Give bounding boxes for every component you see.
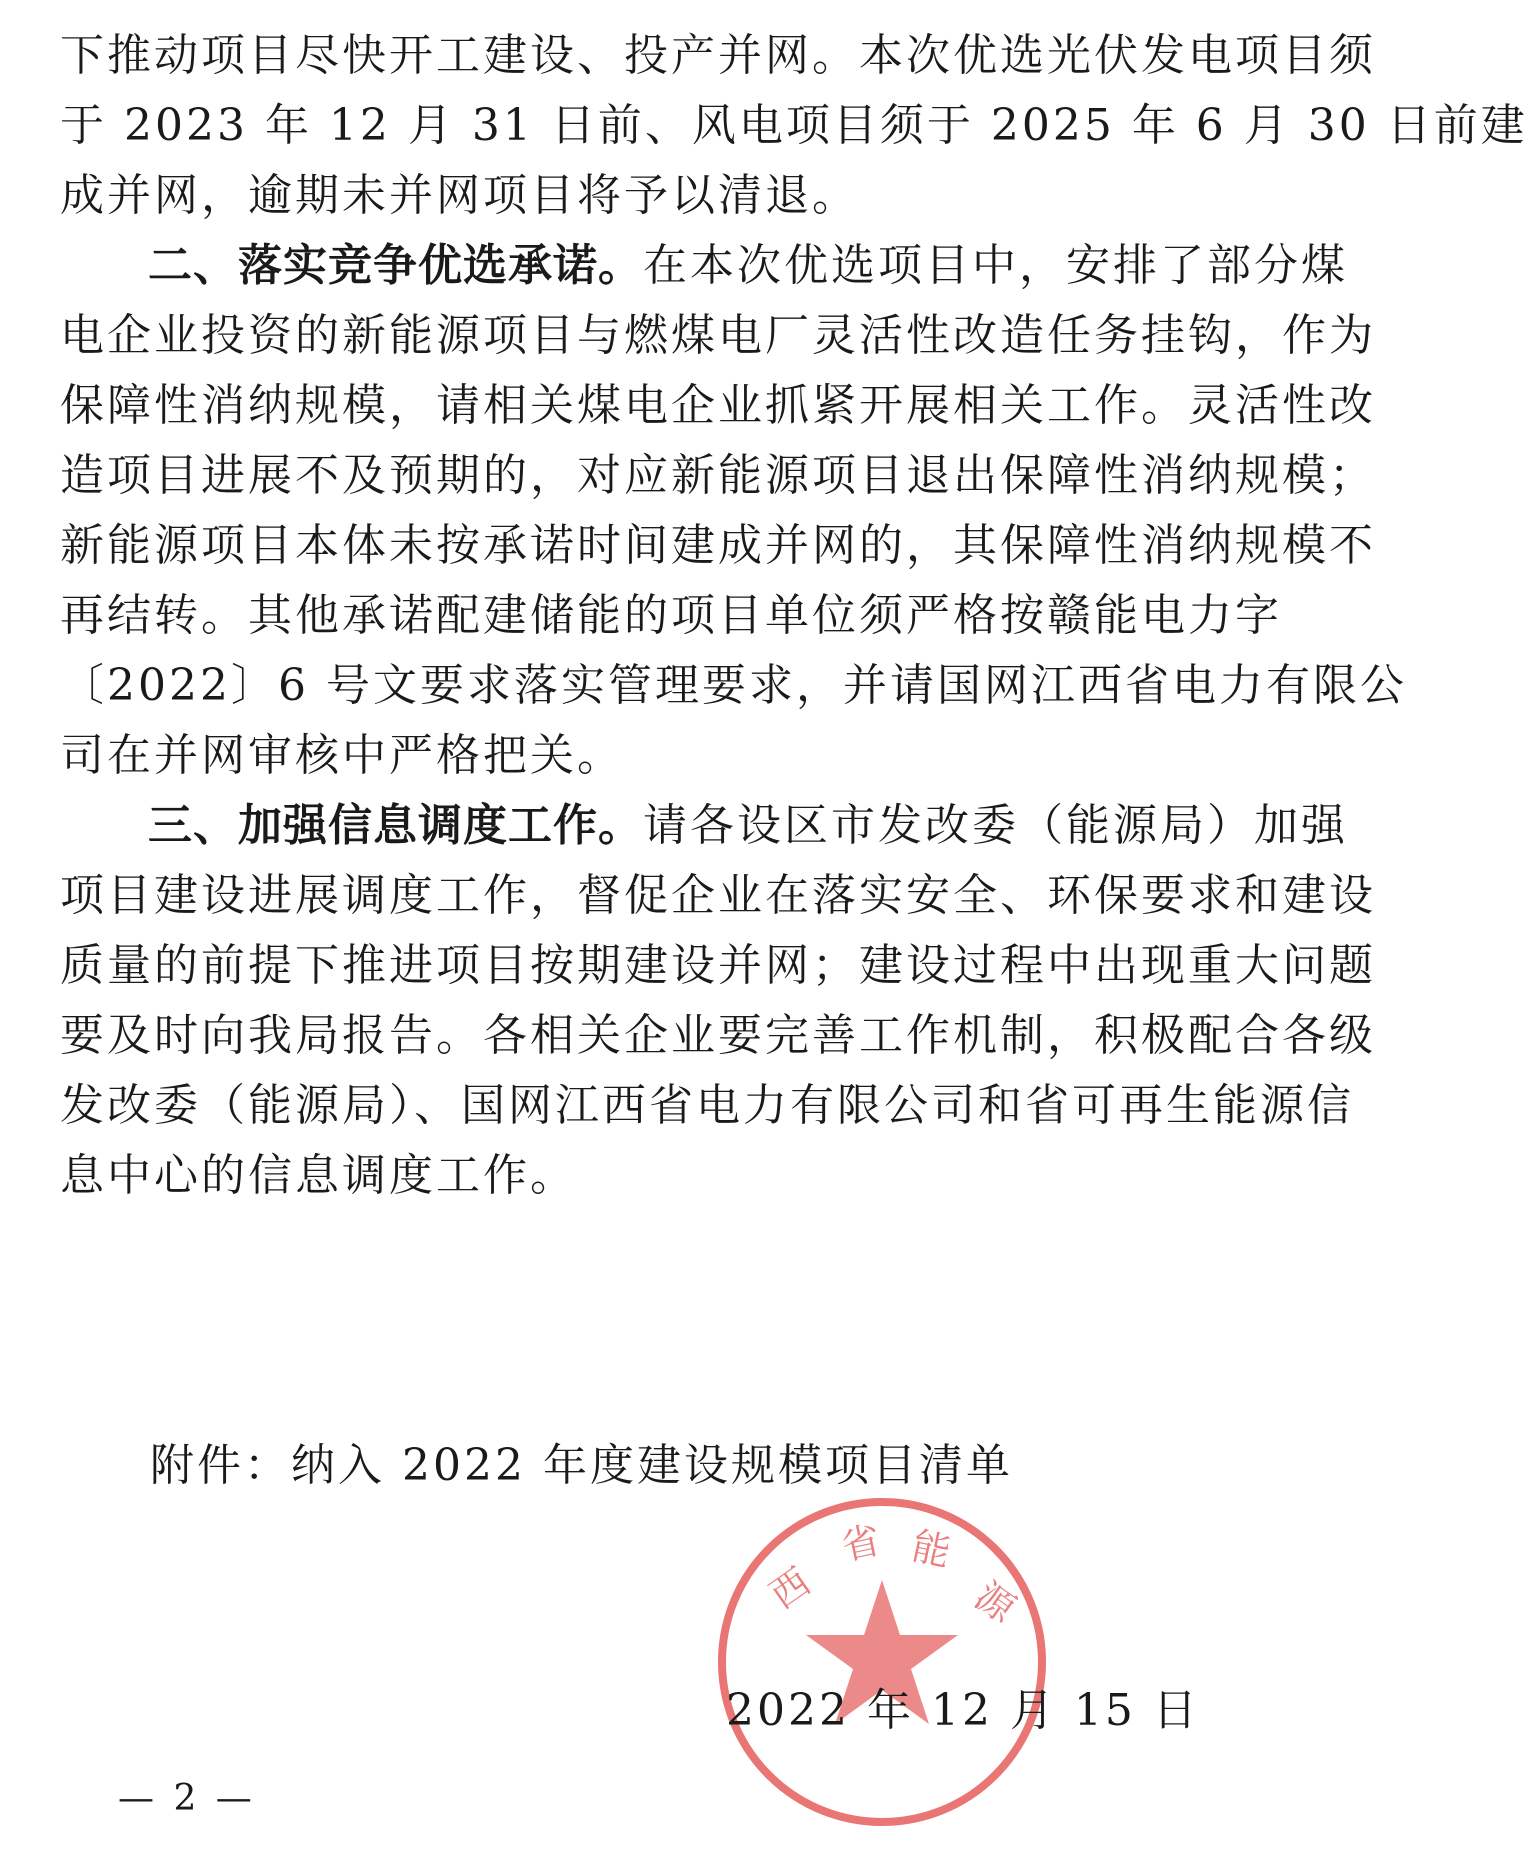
body-line-18: 发改委（能源局）、国网江西省电力有限公司和省可再生能源信: [60, 1080, 1354, 1131]
body-line-1: 下推动项目尽快开工建设、投产并网。本次优选光伏发电项目须: [60, 30, 1376, 81]
section-2-heading: 二、落实竞争优选承诺。: [148, 240, 643, 291]
official-seal: [710, 1490, 1054, 1834]
body-line-15: 项目建设进展调度工作，督促企业在落实安全、环保要求和建设: [60, 870, 1376, 921]
body-line-19: 息中心的信息调度工作。: [60, 1150, 577, 1201]
section-3-heading: 三、加强信息调度工作。: [148, 800, 643, 851]
body-line-11: 〔2022〕6 号文要求落实管理要求，并请国网江西省电力有限公: [60, 660, 1407, 711]
body-line-10: 再结转。其他承诺配建储能的项目单位须严格按赣能电力字: [60, 590, 1282, 641]
section-3-first-line: [148, 800, 1348, 852]
section-2-first-line: [148, 240, 1348, 292]
section-2-text: 在本次优选项目中，安排了部分煤: [643, 240, 1348, 291]
document-date: 2022 年 12 月 15 日: [726, 1685, 1200, 1736]
page-number: — 2 —: [118, 1778, 256, 1819]
seal-char-1: 西: [761, 1559, 819, 1618]
body-line-2: 于 2023 年 12 月 31 日前、风电项目须于 2025 年 6 月 30 日前建: [60, 100, 1528, 151]
body-line-7: 保障性消纳规模，请相关煤电企业抓紧开展相关工作。灵活性改: [60, 380, 1376, 431]
body-line-12: 司在并网审核中严格把关。: [60, 730, 624, 781]
seal-char-2: 省: [837, 1517, 885, 1569]
body-line-9: 新能源项目本体未按承诺时间建成并网的，其保障性消纳规模不: [60, 520, 1376, 571]
body-line-17: 要及时向我局报告。各相关企业要完善工作机制，积极配合各级: [60, 1010, 1376, 1061]
body-line-3: 成并网，逾期未并网项目将予以清退。: [60, 170, 859, 221]
body-line-8: 造项目进展不及预期的，对应新能源项目退出保障性消纳规模；: [60, 450, 1376, 501]
seal-char-3: 能: [908, 1523, 955, 1575]
body-line-16: 质量的前提下推进项目按期建设并网；建设过程中出现重大问题: [60, 940, 1376, 991]
section-3-text: 请各设区市发改委（能源局）加强: [643, 800, 1348, 851]
attachment-line: 附件：纳入 2022 年度建设规模项目清单: [150, 1440, 1013, 1491]
body-line-6: 电企业投资的新能源项目与燃煤电厂灵活性改造任务挂钩，作为: [60, 310, 1376, 361]
seal-char-4: 源: [966, 1573, 1024, 1632]
